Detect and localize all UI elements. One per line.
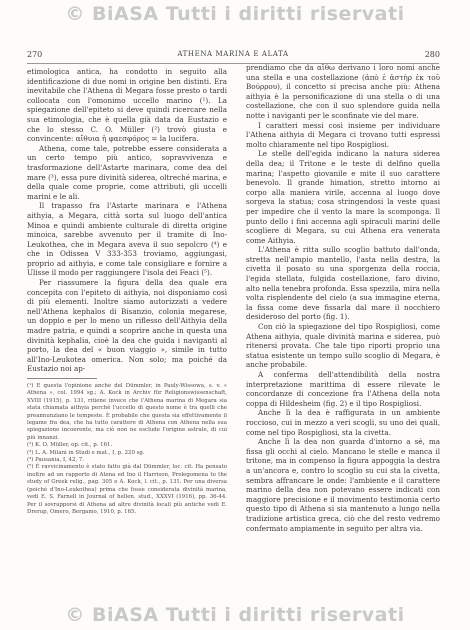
left-paragraph-3: Per riassumere la figura della dea quale era concepita con l'epiteto di aithyia, noi disponiamo così di più elementi. Inoltre siamo autorizzati a vedere nell'Athena kephalos di Bisanzio, colonia megarese, un doppio e per lo meno un riflesso dell'Aithyia della madre patria, e quindi a scoprire anche in questa una divinità kephalia, cioè la dea che guida i naviganti al porto, la dea del « buon viaggio », simile in tutto all'Ino-Leukotea omerica. Non solo; ma poiché da Eustazio noi ap- [27,278,227,374]
watermark-top: © BiASA Tutti i diritti riservati [65,3,405,25]
page-number-right: 280 [424,50,440,59]
right-paragraph-2: Le stelle dell'egida indicano la natura siderea della dea; il Tritone e le teste di delfino quella marina; l'aspetto giovanile e mite il suo carattere benevolo. Il grande himation, stretto intorno ai corpo alla maniera virile, accenna al luogo dove sorgeva la statua; cosa stringendosi la veste quasi per impedire che il vento la mare la scomponga. Il punto dello i fini accenna agli spiraculi marini delle scogliere di Megara, su cui Athena era venerata come Aithyia. [246,149,440,245]
running-title: ATHENA MARINA E ALATA [177,50,289,58]
right-column-body [246,50,440,533]
right-paragraph-6: Anche lì la dea è raffigurata in un ambiente roccioso, cui in mezzo a veri scogli, su uno dei quali, come nel tipo Rospigliosi, sta la civetta. [246,408,440,437]
left-column [27,67,227,374]
right-paragraph-4: Con ciò la spiegazione del tipo Rospigliosi, come Athena aithyia, quale divinità marina e siderea, può ritenersi provata. Che tale tipo riporti proprio una statua esistente un tempo sullo scoglio di Megara, è anche probabile. [246,322,440,370]
footnote-2: (²) K. O. Müller, op. cit., p. 161. [27,442,113,449]
right-paragraph-0: prendiamo che da αἴθω derivano i loro nomi anche una stella e una costellazione (ἀπὸ ἑ ἀστὴρ ἐκ τοῦ Βούρρου), il concetto si precisa anche più: Athena aithyia è la personificazione di una stella o di una costellazione, che con il suo splendore guida nella notte i naviganti per le sconfinate vie del mare. [246,63,440,120]
right-paragraph-1: I caratteri messi così insieme per individuare l'Athena aithyia di Megara ci trovano tutti espressi molto chiaramente nel tipo Rospigliosi. [246,120,440,149]
footnote-5: (⁵) È ravvicinamento è stato fatto già dal Dümmler, loc. cit. Ha pensato inoltre ad un rapporto di Atena ed Ino il Harrison, Prolegomena to the study of Greek relig., pag. 305 e A. Kock, l. cit., p. 131. Per una diversa (poichè d'Ino-Leukothea) prima che fosse considerata divinità marina, vedi E. S. Farnell in Journal of hellen. stud., XXXVI (1916), pp. 36-44. Per il sovrapporsi di Athena ad altre divinità locali più antiche vedi E. Drerup, Omero, Bergamo, 1910, p. 165. [27,464,227,515]
left-paragraph-1: Athena, come tale, potrebbe essere considerata a un certo tempo più antico, sopravvivenza e trasformazione dell'Astarte marinara, come dea del mare (³), essa pure divinità siderea, oltreché marina, e della quale come proprie, come attributi, gli uccelli marini e le ali. [27,143,227,201]
left-paragraph-2: Il trapasso fra l'Astarte marinara e l'Athena aithyia, a Megara, città sorta sul luogo dell'antica Minoa e quindi ambiente culturale di diretta origine minoica, sarebbe avvenuto per il tramite di Ino-Leukothea, che in Megara aveva il suo sepolcro (⁴) e che in Odissea V 333-353 troviamo, aggiungasi, proprio ad aithyia, e come tale consigliare e fornire a Ulisse il modo per raggiungere l'isola dei Feaci (⁵). [27,201,227,278]
footnote-1: (¹) E questa l'opinione anche del Dümmler, in Pauly-Wissowa, s. v. « Athena », col. 1994 sg.; A. Kock in Archiv für Religionswissenschaft, XVIII (1915), p. 131, ritiene invece che l'Athena marina di Megara sia stata chiamata aithyia perché l'uccello di questo nome è tra quelli che preannunziano le tempeste. È probabile che questa sia effettivamente il legame fra dea, che ha tutto carattere di Athena con Athena nella sua spiegazione incoerente, ma ciò non ne esclude l'origine astrale, di cui più innanzi. [27,383,227,441]
right-paragraph-7: Anche lì la dea non guarda d'intorno a sé, ma fissa gli occhi al cielo. Mancano le stelle e manca il tritone, ma in compenso la figura appoggia la destra a un'ancora e, contro lo scoglio su cui sta la civetta, sembra affrancare le onde: l'ambiente e il carattere marino della dea non potevano essere indicati con maggiore precisione e il movimento testimonia certo questo tipo di Athena si sia mantenuto a lungo nella tradizione artistica greca, ciò che del resto vedremo confermato ampiamente in seguito per altra via. [246,437,440,533]
footnotes [27,383,227,516]
right-paragraph-3: L'Athena è ritta sullo scoglio battuto dall'onda, stretta nell'ampio mantello, l'asta nella destra, la civetta il posato su una sporgenza della roccia, l'egida stellata, fulgida costellazione, faro divino, alto nella tenebra profonda. Essa spezzila, mira nella volta risplendente del cielo (a sua immagine eterna, la fissa come deve fissarla dal mare il nocchiero desideroso del porto (fig. 1). [246,245,440,322]
footnote-4: (⁴) Pausania, I, 42, 7. [27,457,84,464]
footnote-3: (³) L. A. Milani in Studi e mat., I, p. 220 sg. [27,449,145,456]
watermark-bottom: © BiASA Tutti i diritti riservati [65,604,405,626]
right-paragraph-5: A conferma dell'attendibilità della nostra interpretazione marittima di essere rilevate le concordanze di concezione fra l'Athena della nota coppa di Hildesheim (fig. 2) e il tipo Rospigliosi. [246,370,440,408]
footnote-separator [27,378,97,379]
page-number-left: 270 [27,50,43,59]
left-paragraph-0: etimologica antica, ha condotto in seguito alla identificazione di due nomi in origine ben distinti. Era inevitabile che l'Athena di Megara fosse presto o tardi collocata con l'omonimo uccello marino (¹). La spiegazione dell'epiteto si deve quindi ricercare nella sua etimologia, che è quella già data da Eustazio e che lo stesso C. O. Müller (²) trovò giusta e convincente: αἴθυια ἡ φαεσφόρος = la lucifera. [27,67,227,144]
